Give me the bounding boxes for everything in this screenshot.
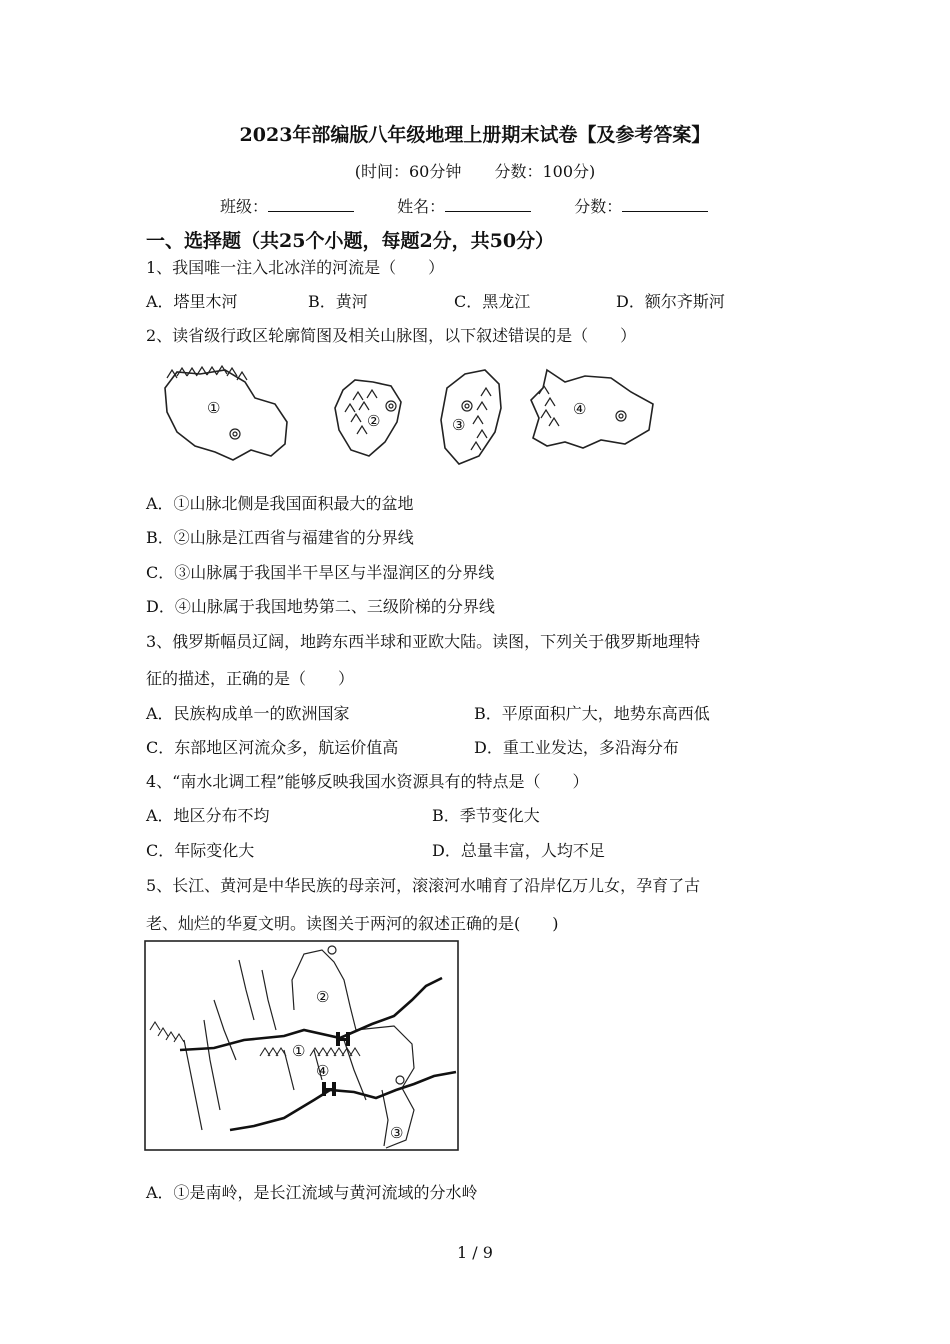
name-field: 姓名： xyxy=(397,194,531,217)
q5-stem-line-1: 5、长江、黄河是中华民族的母亲河，滚滚河水哺育了沿岸亿万儿女，孕育了古 xyxy=(146,876,701,895)
yangtze-yellow-river-map xyxy=(144,940,460,1152)
q3-stem-line-2: 征的描述，正确的是（ ） xyxy=(146,669,355,688)
mountain-symbols-west xyxy=(150,1022,184,1042)
map-marker-2: ② xyxy=(367,412,381,430)
mountain-symbols-qinling xyxy=(260,1048,360,1056)
student-info-fields xyxy=(220,194,746,217)
q3-option-c: C．东部地区河流众多，航运价值高 xyxy=(146,738,399,757)
province-outline-4 xyxy=(531,370,653,448)
map-marker-3: ③ xyxy=(452,416,466,434)
class-field: 班级： xyxy=(220,194,354,217)
exam-total-score: 分数：100分) xyxy=(494,162,596,181)
q3-option-a: A．民族构成单一的欧洲国家 xyxy=(146,704,350,723)
city-symbol-east xyxy=(396,1076,404,1084)
q2-stem: 2、读省级行政区轮廓简图及相关山脉图，以下叙述错误的是（ ） xyxy=(146,326,637,345)
capital-symbol-2 xyxy=(386,401,396,411)
q2-option-c: C．③山脉属于我国半干旱区与半湿润区的分界线 xyxy=(146,563,495,582)
q1-option-c: C．黑龙江 xyxy=(454,292,531,311)
capital-symbol-4 xyxy=(616,411,626,421)
map-marker-4: ④ xyxy=(316,1062,330,1080)
exam-time: (时间：60分钟 xyxy=(354,162,462,181)
mountain-symbols-3 xyxy=(471,388,491,450)
yangtze-river xyxy=(230,1072,456,1130)
exam-info xyxy=(0,159,950,182)
province-outline-1 xyxy=(165,370,287,460)
score-field: 分数： xyxy=(574,194,708,217)
mountain-symbols-4 xyxy=(539,386,559,426)
province-outline-maps xyxy=(155,360,665,470)
q4-stem: 4、“南水北调工程”能够反映我国水资源具有的特点是（ ） xyxy=(146,772,589,791)
page-number: 1 / 9 xyxy=(457,1243,493,1262)
yellow-river-basin-outline xyxy=(292,950,414,1148)
q1-option-a: A．塔里木河 xyxy=(146,292,238,311)
q3-option-b: B．平原面积广大，地势东高西低 xyxy=(474,704,710,723)
map-marker-1: ① xyxy=(207,399,221,417)
q4-option-a: A．地区分布不均 xyxy=(146,806,270,825)
capital-symbol-3 xyxy=(462,401,472,411)
map-marker-4: ④ xyxy=(573,400,587,418)
q1-stem: 1、我国唯一注入北冰洋的河流是（ ） xyxy=(146,258,445,277)
q3-option-d: D．重工业发达，多沿海分布 xyxy=(474,738,679,757)
q1-option-d: D．额尔齐斯河 xyxy=(616,292,725,311)
q2-option-d: D．④山脉属于我国地势第二、三级阶梯的分界线 xyxy=(146,597,495,616)
q4-option-c: C．年际变化大 xyxy=(146,841,255,860)
q4-option-d: D．总量丰富，人均不足 xyxy=(432,841,605,860)
section-heading: 一、选择题（共25个小题，每题2分，共50分） xyxy=(146,230,555,252)
q2-option-a: A．①山脉北侧是我国面积最大的盆地 xyxy=(146,494,414,513)
map-marker-2: ② xyxy=(316,988,330,1006)
capital-symbol-1 xyxy=(230,429,240,439)
page-title: 2023年部编版八年级地理上册期末试卷【及参考答案】 xyxy=(239,124,711,146)
q5-stem-line-2: 老、灿烂的华夏文明。读图关于两河的叙述正确的是( ) xyxy=(146,914,559,933)
map-marker-1: ① xyxy=(292,1042,306,1060)
q4-option-b: B．季节变化大 xyxy=(432,806,540,825)
yellow-river xyxy=(180,978,442,1050)
q2-option-b: B．②山脉是江西省与福建省的分界线 xyxy=(146,528,414,547)
q1-option-b: B．黄河 xyxy=(308,292,368,311)
map-marker-3: ③ xyxy=(390,1124,404,1142)
q3-stem-line-1: 3、俄罗斯幅员辽阔，地跨东西半球和亚欧大陆。读图，下列关于俄罗斯地理特 xyxy=(146,632,701,651)
city-symbol-north xyxy=(328,946,336,954)
q5-option-a: A．①是南岭，是长江流域与黄河流域的分水岭 xyxy=(146,1183,478,1202)
